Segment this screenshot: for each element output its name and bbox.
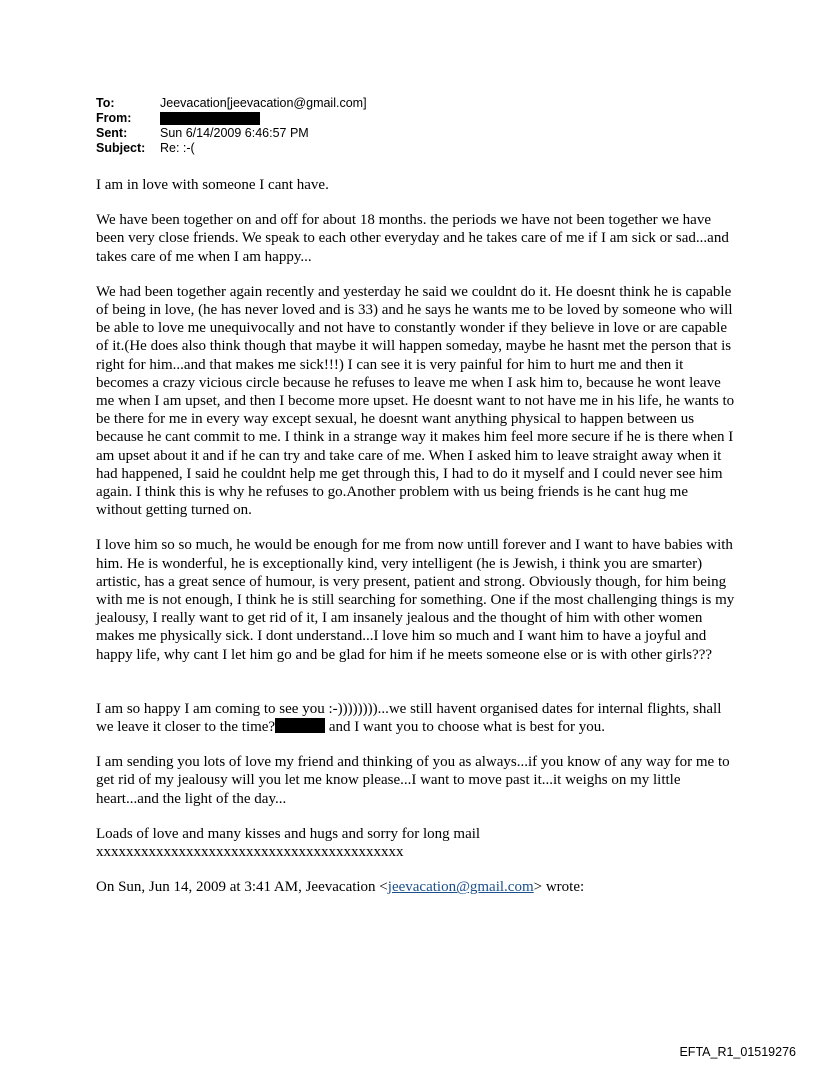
quote-attribution (96, 878, 736, 896)
sent-row (96, 126, 367, 141)
subject-row (96, 141, 367, 156)
redaction-block (275, 718, 325, 733)
paragraph-5-start: I am so happy I am coming to see you :-))))))))...we still havent organised dates for internal flights, shall we leave it closer to the time? (96, 700, 722, 736)
body-paragraph-3: We had been together again recently and yesterday he said we couldnt do it. He doesnt think he is capable of being in love, (he has never loved and is 33) and he says he wants me to be loved by someone who will be able to love me unequivocally and not have to constantly wonder if they believe in love or are capable of it.(He does also think though that maybe it will happen someday, maybe he hasnt met the person that is right for him...and that makes me sick!!!) I can see it is very painful for him to hurt me and then it becomes a crazy vicious circle because he refuses to leave me when I ask him to, because he wont leave me when I am upset, and then I become more upset. He doesnt want to not have me in his life, he wants to be there for me in every way except sexual, he doesnt want anything physical to happen between us because he cant commit to me. I think in a strange way it makes him feel more secure if he is there when I am upset about it and if he can try and take care of me. When I asked him to leave straight away when it had happened, I said he couldnt help me get through this, I had to do it myself and I could never see him again. I think this is why he refuses to go.Another problem with us being friends is he cant hug me without getting turned on. (96, 283, 735, 519)
to-row (96, 96, 367, 111)
email-link[interactable]: jeevacation@gmail.com (387, 879, 534, 896)
body-paragraph-5 (96, 700, 736, 736)
subject-value: Re: :-( (160, 141, 195, 155)
subject-label: Subject: (96, 141, 146, 155)
from-value (160, 111, 260, 126)
email-header (96, 96, 367, 156)
sign-off-line: Loads of love and many kisses and hugs and sorry for long mail (96, 825, 481, 842)
from-row (96, 111, 367, 126)
body-paragraph-1: I am in love with someone I cant have. (96, 177, 329, 193)
sent-value: Sun 6/14/2009 6:46:57 PM (160, 126, 309, 140)
quote-suffix: > wrote: (533, 879, 585, 896)
from-label: From: (96, 111, 132, 125)
body-paragraph-6: I am sending you lots of love my friend and thinking of you as always...if you know of any way for me to get rid of my jealousy will you let me know please...I want to move past it...it weighs on my little heart...and the light of the day... (96, 754, 730, 807)
document-id: EFTA_R1_01519276 (679, 1045, 796, 1059)
sent-label: Sent: (96, 126, 128, 140)
to-value: Jeevacation[jeevacation@gmail.com] (160, 96, 367, 110)
redaction-block (160, 112, 260, 125)
sign-off (96, 825, 736, 861)
to-label: To: (96, 96, 115, 110)
email-body (96, 176, 736, 914)
paragraph-5-end: and I want you to choose what is best for you. (328, 719, 606, 736)
body-paragraph-4: I love him so so much, he would be enough for me from now untill forever and I want to have babies with him. He is wonderful, he is exceptionally kind, very intelligent (he is Jewish, i think you are smarter) artistic, has a great sence of humour, is very present, patient and strong. Obviously though, for him being with me is not enough, I think he is still searching for something. One if the most challenging things is my jealousy, I really want to get rid of it, I am insanely jealous and the thought of him with other women makes me physically sick. I dont understand...I love him so much and I want him to have a joyful and happy life, why cant I let him go and be glad for him if he meets someone else or is with other girls??? (96, 537, 735, 663)
body-paragraph-2: We have been together on and off for about 18 months. the periods we have not been together we have been very close friends. We speak to each other everyday and he takes care of me if I am sick or sad...and takes care of me when I am happy... (96, 212, 729, 265)
kisses-line: xxxxxxxxxxxxxxxxxxxxxxxxxxxxxxxxxxxxxxxxx (96, 844, 404, 861)
quote-prefix: On Sun, Jun 14, 2009 at 3:41 AM, Jeevacation < (96, 879, 388, 896)
